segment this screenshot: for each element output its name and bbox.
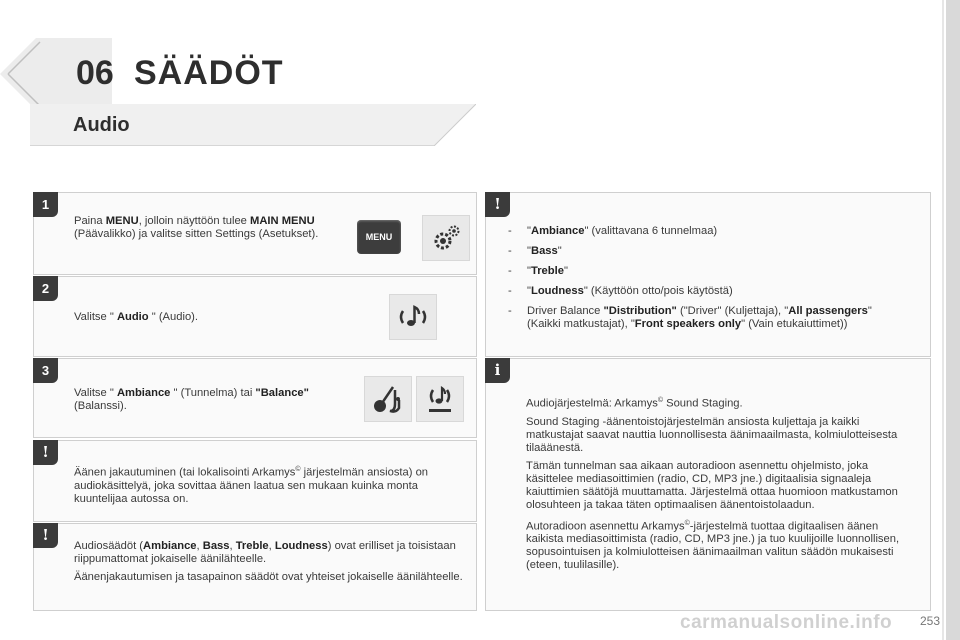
audio-note-icon [397,301,429,333]
step-number-badge: 2 [33,276,58,301]
note-box-2 [33,523,477,611]
step-1-text: Paina MENU, jolloin näyttöön tulee MAIN MENU (Päävalikko) ja valitse sitten Settings (Asetukset). [74,215,319,240]
step-1-box [33,192,477,275]
settings-tile [422,215,470,261]
warning-mark-icon: ! [33,523,58,548]
options-list [508,225,908,338]
chapter-number: 06 [76,54,114,92]
list-item: - "Bass" [508,245,908,258]
note-2-text: Audiosäädöt (Ambiance, Bass, Treble, Loudness) ovat erilliset ja toisistaan riippumattomat jokaiselle äänilähteelle. Äänenjakautumisen ja tasapainon säädöt ovat yhteiset jokaiselle äänilähteelle. [74,540,463,583]
audio-tile [389,294,437,340]
step-number-badge: 3 [33,358,58,383]
chapter-title: SÄÄDÖT [134,54,284,92]
balance-tile [416,376,464,422]
step-3-text: Valitse " Ambiance " (Tunnelma) tai "Balance" (Balanssi). [74,387,309,412]
ambiance-instruments-icon [371,382,405,416]
ambiance-tile [364,376,412,422]
balance-icon [423,382,457,416]
step-number-badge: 1 [33,192,58,217]
step-3-box [33,358,477,438]
info-text: Audiojärjestelmä: Arkamys© Sound Staging. Sound Staging -äänentoistojärjestelmän ansiosta kuljettaja ja kaikki matkustajat saavat nauttia luonnollisesta äänimaailmasta, kolmiulotteisesta tilaäänestä. Tämän tunnelman saa aikaan autoradioon asennettu ohjelmisto, joka käsittelee mediasoittimien (radio, CD, MP3 jne.) digitaalisia signaaleja kaiuttimien säätöjä muuttamatta. Järjestelmä ottaa huomioon matkustamon olosuhteen ja takaa täten optimaalisen äänentoistolaadun. Autoradioon asennettu Arkamys©-järjestelmä tuottaa digitaalisen äänen kaikista mediasoittimista (radio, CD, MP3 jne.) ja tuo kuulijoille luonnollisen, sopusointuisen ja kolmiulotteisen äänimaailman valitun säädön mukaisesti (eteen, tuulilasille). [526,397,900,572]
list-item: - "Treble" [508,265,908,278]
info-mark-icon: i [485,358,510,383]
watermark: carmanualsonline.info [680,612,893,633]
info-box [485,358,931,611]
section-title: Audio [73,114,130,136]
menu-button-label: MENU [365,232,393,242]
list-item: - "Ambiance" (valittavana 6 tunnelmaa) [508,225,908,238]
menu-button-picture [357,220,401,254]
options-box [485,192,931,357]
warning-mark-icon: ! [33,440,58,465]
list-item: - "Loudness" (Käyttöön otto/pois käytöstä) [508,285,908,298]
list-item: - Driver Balance "Distribution" ("Driver" (Kuljettaja), "All passengers" (Kaikki matkustajat), "Front speakers only" (Vain etukaiuttimet)) [508,305,908,331]
settings-gears-icon [430,222,462,254]
step-2-box [33,276,477,357]
note-1-text: Äänen jakautuminen (tai lokalisointi Arkamys© järjestelmän ansiosta) on audiokäsittelyä, joka sovittaa äänen laatua sen mukaan kuinka monta kuuntelijaa autossa on. [74,466,429,505]
page-number: 253 [919,614,940,628]
warning-mark-icon: ! [485,192,510,217]
side-tab-bar [946,0,960,640]
note-box-1 [33,440,477,522]
step-2-text: Valitse " Audio " (Audio). [74,311,199,323]
